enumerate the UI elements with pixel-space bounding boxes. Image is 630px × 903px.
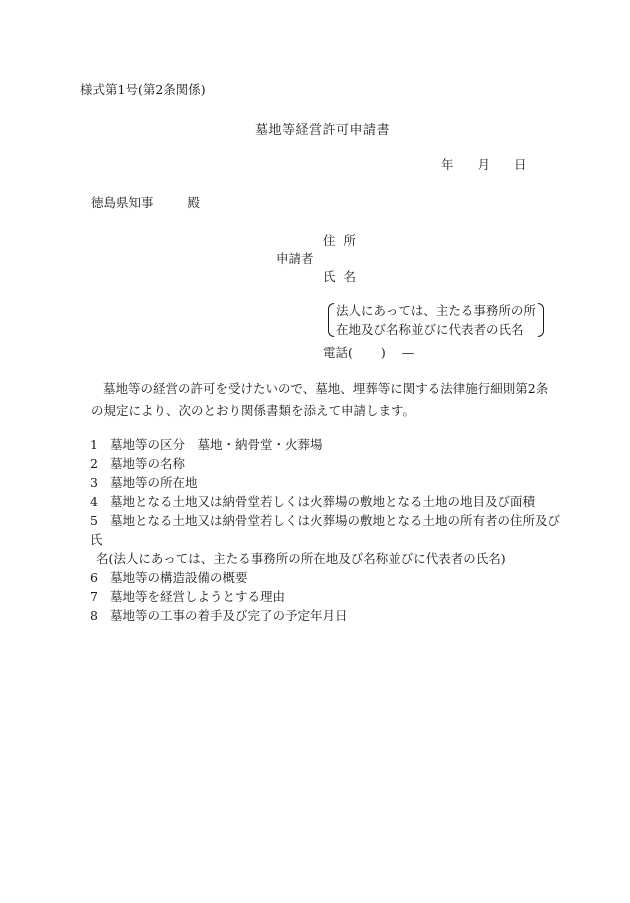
phone-label: 電話( (323, 345, 353, 360)
item-text: 墓地等の工事の着手及び完了の予定年月日 (110, 608, 348, 623)
right-bracket (538, 303, 544, 337)
addressee (91, 193, 200, 211)
applicant-label: 申請者 (276, 251, 314, 266)
item-number: 1 (90, 437, 98, 452)
item-text: 墓地等の構造設備の概要 (110, 570, 248, 585)
list-item (90, 587, 560, 606)
document-title: 墓地等経営許可申請書 (255, 123, 391, 138)
item-text-continuation: 名(法人にあっては、主たる事務所の所在地及び名称並びに代表者の氏名) (96, 551, 506, 566)
phone-line (323, 343, 414, 361)
corporation-note (330, 301, 542, 339)
item-text: 墓地等を経営しようとする理由 (110, 589, 286, 604)
date-year: 年 (441, 157, 454, 172)
list-item (90, 492, 560, 511)
item-text: 墓地となる土地又は納骨堂若しくは火葬場の敷地となる土地の地目及び面積 (110, 494, 536, 509)
list-item (90, 454, 560, 473)
item-text: 墓地等の区分 墓地・納骨堂・火葬場 (110, 437, 323, 452)
list-item (90, 568, 560, 587)
form-number: 様式第1号(第2条関係) (80, 82, 206, 97)
corporation-note-line-1: 法人にあっては、主たる事務所の所 (336, 303, 536, 318)
item-number: 4 (90, 494, 98, 509)
item-number: 8 (90, 608, 98, 623)
list-item (90, 435, 560, 454)
item-text: 墓地となる土地又は納骨堂若しくは火葬場の敷地となる土地の所有者の住所及び氏 (90, 513, 561, 547)
item-number: 3 (90, 475, 98, 490)
item-text: 墓地等の所在地 (110, 475, 198, 490)
item-list (90, 435, 560, 625)
item-text: 墓地等の名称 (110, 456, 186, 471)
phone-dash: — (401, 345, 415, 360)
list-item (90, 511, 560, 568)
body-paragraph: 墓地等の経営の許可を受けたいので、墓地、埋葬等に関する法律施行細則第2条の規定により、次のとおり関係書類を添えて申請します。 (91, 381, 549, 418)
date-line (441, 155, 527, 173)
left-bracket (328, 303, 334, 337)
item-number: 2 (90, 456, 98, 471)
corporation-note-line-2: 在地及び名称並びに代表者の氏名 (336, 322, 524, 337)
list-item (90, 606, 560, 625)
list-item (90, 473, 560, 492)
name-label: 氏 名 (323, 269, 358, 284)
address-label: 住 所 (323, 233, 358, 248)
addressee-name: 徳島県知事 (91, 195, 154, 210)
date-day: 日 (514, 157, 527, 172)
date-month: 月 (477, 157, 491, 172)
item-number: 6 (90, 570, 98, 585)
item-number: 7 (90, 589, 98, 604)
phone-close-paren: ) (380, 345, 386, 360)
addressee-suffix: 殿 (187, 195, 201, 210)
item-number: 5 (90, 513, 98, 528)
